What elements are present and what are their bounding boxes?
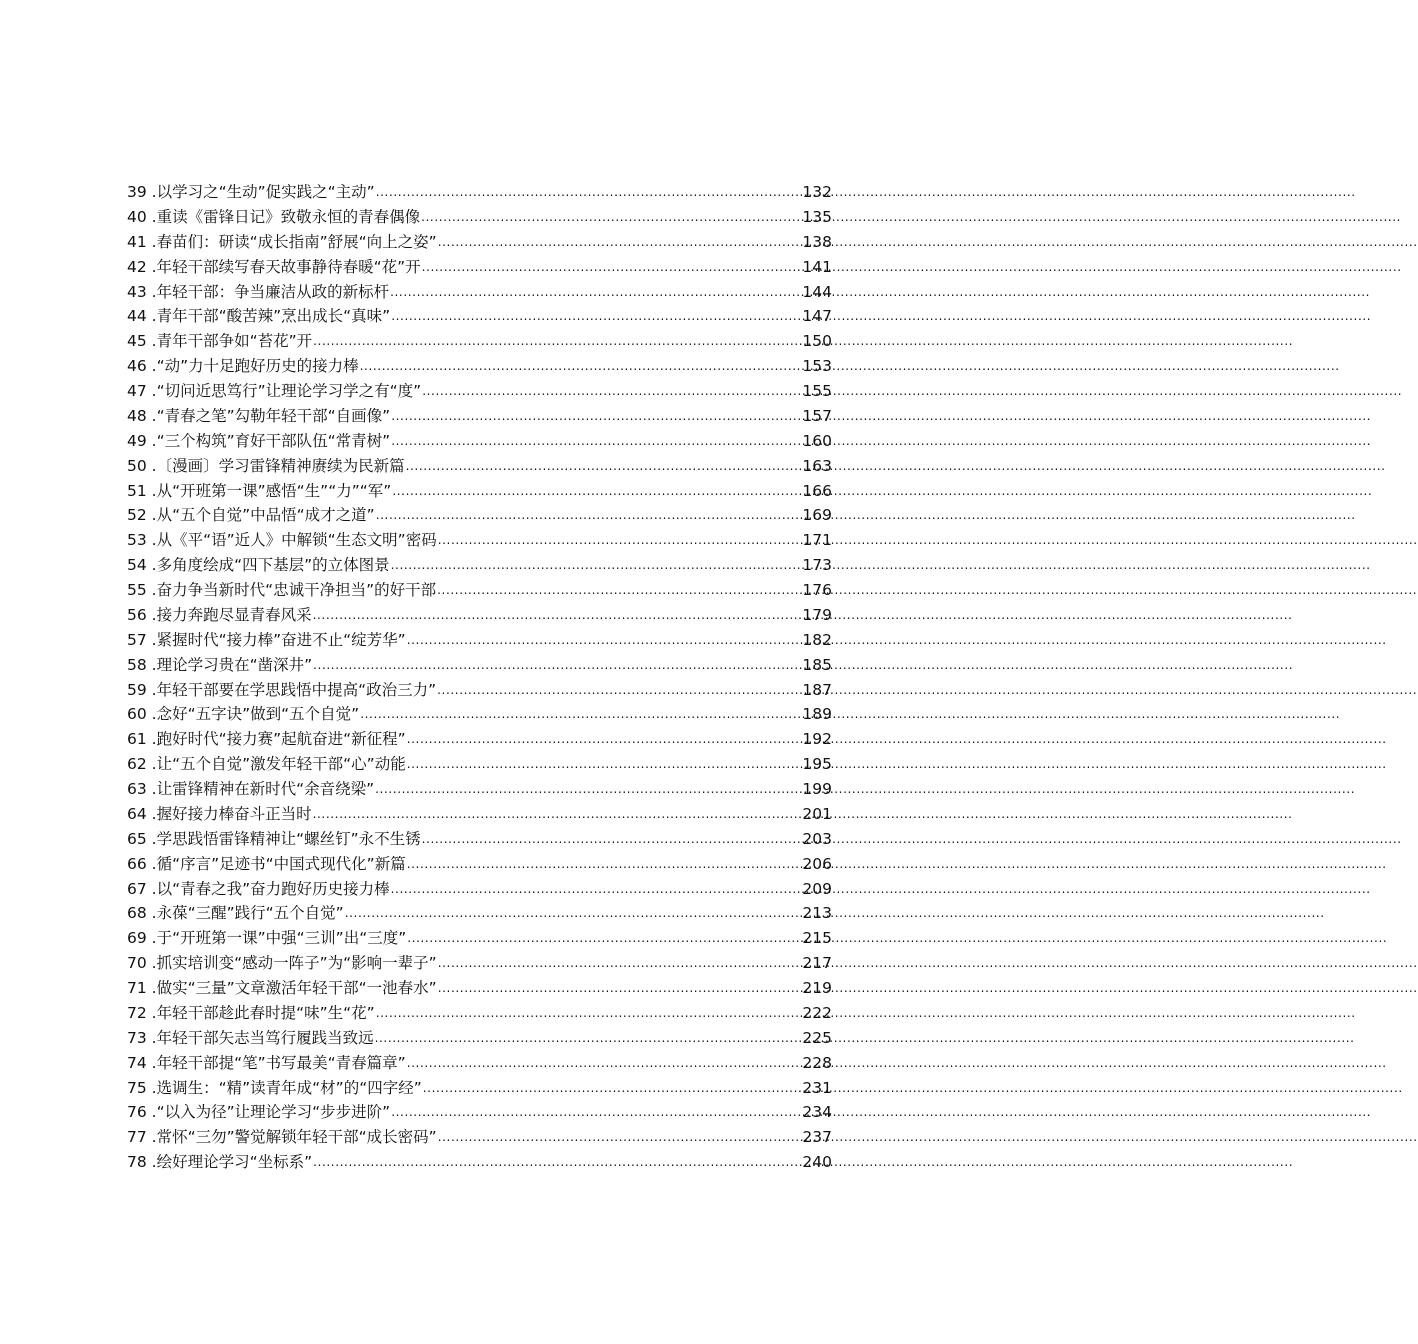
toc-entry[interactable] [127,752,832,777]
toc-dot-leader [360,701,801,727]
toc-entry-title: 永葆“三醒”践行“五个自觉” [156,904,344,923]
toc-entry-title: 让“五个自觉”激发年轻干部“心”动能 [156,755,406,774]
toc-entry[interactable] [127,205,832,230]
toc-entry-page-number: 199 [802,780,832,798]
toc-entry-title: 让雷锋精神在新时代“余音绕梁” [156,780,375,798]
toc-dot-leader [438,527,802,553]
toc-entry-number: 71 . [127,979,157,997]
toc-dot-leader [313,328,801,354]
toc-entry-page-number: 189 [802,705,832,724]
toc-entry[interactable] [127,304,832,329]
toc-dot-leader [390,279,801,305]
toc-entry[interactable] [127,354,832,379]
toc-entry-page-number: 144 [802,282,832,301]
toc-entry-page-number: 155 [802,382,832,400]
toc-dot-leader [391,303,801,329]
toc-entry-title: 念好“五字诀”做到“五个自觉” [156,705,360,724]
toc-dot-leader [438,1124,802,1150]
toc-dot-leader [391,428,801,454]
toc-dot-leader [313,602,802,628]
toc-entry-number: 66 . [127,854,157,873]
toc-entry-title: 年轻干部趁此春时提“味”生“花” [156,1003,375,1022]
toc-entry-title: 年轻干部提“笔”书写最美“青春篇章” [156,1053,406,1072]
toc-dot-leader [438,950,802,976]
toc-entry-title: 从“开班第一课”感悟“生”“力”“军” [156,481,392,500]
toc-entry-title: 跑好时代“接力赛”起航奋进“新征程” [156,730,406,749]
toc-dot-leader [375,776,801,802]
toc-entry-number: 74 . [127,1053,157,1072]
toc-dot-leader [376,502,802,528]
toc-entry-number: 60 . [127,705,157,724]
toc-entry[interactable] [127,628,832,653]
toc-entry-title: 接力奔跑尽显青春风采 [156,605,312,624]
toc-entry-number: 75 . [127,1078,157,1097]
toc-entry-page-number: 132 [802,183,832,201]
toc-entry-page-number: 206 [802,854,832,873]
toc-entry[interactable] [127,1051,832,1076]
toc-entry[interactable] [127,230,832,255]
toc-entry-title: 青年干部争如“苔花”开 [156,332,313,351]
toc-entry-page-number: 217 [802,954,832,973]
toc-entry[interactable] [127,404,832,429]
toc-entry[interactable] [127,852,832,877]
toc-dot-leader [423,1075,802,1101]
toc-dot-leader [407,851,802,877]
toc-entry-title: 年轻干部矢志当笃行履践当致远 [156,1028,374,1047]
toc-entry[interactable] [127,976,832,1001]
toc-entry-title: 选调生：“精”读青年成“材”的“四字经” [156,1078,422,1097]
toc-entry-title: 抓实培训变“感动一阵子”为“影响一辈子” [156,954,437,973]
toc-entry[interactable] [127,951,832,976]
toc-entry[interactable] [127,1125,832,1150]
toc-entry-page-number: 228 [802,1053,832,1072]
toc-entry-page-number: 195 [802,755,832,774]
toc-entry-title: 青年干部“酸苦辣”烹出成长“真味” [156,307,391,326]
toc-dot-leader [375,1025,802,1051]
toc-entry-page-number: 153 [802,357,832,376]
toc-entry-title: “青春之笔”勾勒年轻干部“自画像” [156,406,391,425]
toc-entry-number: 43 . [127,282,157,301]
toc-entry-page-number: 237 [802,1128,832,1147]
toc-entry-page-number: 135 [802,207,832,226]
toc-entry-number: 41 . [127,232,157,251]
toc-entry[interactable] [127,454,832,479]
toc-entry[interactable] [127,1076,832,1101]
toc-dot-leader [422,378,801,404]
toc-entry-page-number: 225 [802,1028,832,1047]
toc-entry-page-number: 201 [802,804,832,823]
toc-entry-title: “三个构筑”育好干部队伍“常青树” [156,431,391,450]
toc-entry-title: 循“序言”足迹书“中国式现代化”新篇 [156,854,406,873]
toc-entry-number: 47 . [127,382,157,400]
toc-entry[interactable] [127,429,832,454]
toc-entry-page-number: 166 [802,481,832,500]
toc-dot-leader [422,826,802,852]
toc-entry-number: 49 . [127,431,157,450]
toc-entry-title: “动”力十足跑好历史的接力棒 [156,357,359,376]
toc-dot-leader [376,179,802,205]
toc-entry-title: 以学习之“生动”促实践之“主动” [156,183,375,201]
toc-dot-leader [392,478,801,504]
toc-entry[interactable] [127,678,832,703]
toc-dot-leader [345,900,802,926]
toc-entry-page-number: 141 [802,257,832,276]
toc-dot-leader [407,751,802,777]
toc-dot-leader [422,254,802,280]
toc-entry-title: 以“青春之我”奋力跑好历史接力棒 [156,879,390,898]
toc-entry-number: 52 . [127,506,157,525]
toc-entry-title: 做实“三量”文章激活年轻干部“一池春水” [156,979,437,997]
toc-entry-number: 69 . [127,929,157,948]
toc-entry-title: 从“五个自觉”中品悟“成才之道” [156,506,375,525]
toc-entry-page-number: 182 [802,630,832,649]
toc-entry-number: 42 . [127,257,157,276]
toc-entry-title: 奋力争当新时代“忠诚干净担当”的好干部 [156,581,437,599]
toc-entry-page-number: 138 [802,232,832,251]
toc-entry-title: 春苗们：研读“成长指南”舒展“向上之姿” [156,232,437,251]
toc-entry[interactable] [127,479,832,504]
toc-entry-number: 53 . [127,531,157,550]
toc-entry-number: 57 . [127,630,157,649]
toc-entry-page-number: 222 [802,1003,832,1022]
toc-entry[interactable] [127,777,832,802]
toc-dot-leader [391,403,801,429]
toc-entry[interactable] [127,553,832,578]
toc-entry-page-number: 187 [802,680,832,699]
toc-dot-leader [407,925,801,951]
toc-entry-number: 73 . [127,1028,157,1047]
toc-entry-page-number: 203 [802,829,832,848]
toc-entry-page-number: 163 [802,456,832,475]
toc-entry-title: 理论学习贵在“凿深井” [156,655,313,674]
toc-entry-title: 年轻干部：争当廉洁从政的新标杆 [156,282,390,301]
toc-entry[interactable] [127,727,832,752]
toc-entry-title: 年轻干部续写春天故事静待春暖“花”开 [156,257,421,276]
toc-dot-leader [437,577,801,603]
toc-entry-page-number: 209 [802,879,832,898]
toc-entry[interactable] [127,603,832,628]
toc-dot-leader [438,975,802,1001]
toc-entry-page-number: 240 [802,1153,832,1172]
toc-entry-page-number: 185 [802,655,832,674]
toc-entry-number: 50 . [127,456,157,475]
toc-entry-number: 62 . [127,755,157,774]
toc-entry[interactable] [127,329,832,354]
toc-dot-leader [376,1000,802,1026]
toc-entry-number: 72 . [127,1003,157,1022]
toc-entry[interactable] [127,1001,832,1026]
toc-entry[interactable] [127,1026,832,1051]
toc-entry-page-number: 169 [802,506,832,525]
toc-dot-leader [391,876,802,902]
toc-entry[interactable] [127,379,832,404]
toc-entry-page-number: 173 [802,556,832,575]
toc-entry[interactable] [127,503,832,528]
toc-entry-number: 48 . [127,406,157,425]
toc-dot-leader [391,1099,801,1125]
toc-entry-number: 64 . [127,804,157,823]
toc-entry[interactable] [127,802,832,827]
toc-dot-leader [421,204,801,230]
toc-entry-number: 65 . [127,829,157,848]
toc-entry-number: 58 . [127,655,157,674]
toc-entry[interactable] [127,1100,832,1125]
toc-entry-number: 40 . [127,207,157,226]
toc-entry-page-number: 150 [802,332,832,351]
toc-entry-title: 从《平“语”近人》中解锁“生态文明”密码 [156,531,437,550]
toc-entry-title: 握好接力棒奋斗正当时 [156,804,312,823]
toc-dot-leader [438,229,802,255]
toc-entry[interactable] [127,1150,832,1175]
toc-dot-leader [313,801,802,827]
toc-entry-number: 77 . [127,1128,157,1147]
toc-entry-page-number: 192 [802,730,832,749]
toc-entry-number: 44 . [127,307,157,326]
toc-entry-number: 63 . [127,780,157,798]
toc-entry[interactable] [127,528,832,553]
toc-dot-leader [313,1149,801,1175]
toc-entry-number: 61 . [127,730,157,749]
toc-entry-number: 78 . [127,1153,157,1172]
toc-entry[interactable] [127,180,832,205]
toc-entry-number: 59 . [127,680,157,699]
toc-entry-title: 多角度绘成“四下基层”的立体图景 [156,556,390,575]
toc-entry-page-number: 157 [802,406,832,425]
toc-entry-page-number: 219 [802,979,832,997]
toc-entry[interactable] [127,877,832,902]
toc-entry-title: 绘好理论学习“坐标系” [156,1153,313,1172]
toc-entry-title: 常怀“三勿”警觉解锁年轻干部“成长密码” [156,1128,437,1147]
toc-entry-number: 45 . [127,332,157,351]
toc-entry[interactable] [127,702,832,727]
toc-entry-title: “切问近思笃行”让理论学习学之有“度” [156,382,422,400]
toc-entry-number: 39 . [127,183,157,201]
toc-entry-title: 〔漫画〕学习雷锋精神赓续为民新篇 [156,456,405,475]
toc-entry-number: 55 . [127,581,157,599]
toc-entry-number: 70 . [127,954,157,973]
toc-entry-page-number: 160 [802,431,832,450]
toc-entry-page-number: 215 [802,929,832,948]
toc-entry-page-number: 231 [802,1078,832,1097]
toc-entry-title: 年轻干部要在学思践悟中提高“政治三力” [156,680,437,699]
toc-dot-leader [360,353,802,379]
toc-entry[interactable] [127,578,832,603]
toc-entry-page-number: 147 [802,307,832,326]
toc-entry-number: 46 . [127,357,157,376]
toc-entry[interactable] [127,280,832,305]
toc-entry-title: 紧握时代“接力棒”奋进不止“绽芳华” [156,630,406,649]
toc-entry-title: 重读《雷锋日记》致敬永恒的青春偶像 [156,207,421,226]
toc-entry[interactable] [127,901,832,926]
toc-dot-leader [407,726,802,752]
toc-entry[interactable] [127,827,832,852]
toc-entry-number: 51 . [127,481,157,500]
toc-entry-page-number: 176 [802,581,832,599]
toc-dot-leader [407,627,802,653]
toc-entry-title: 于“开班第一课”中强“三训”出“三度” [156,929,407,948]
toc-dot-leader [407,1050,802,1076]
toc-entry-number: 76 . [127,1103,157,1122]
toc-entry[interactable] [127,926,832,951]
toc-entry[interactable] [127,255,832,280]
toc-dot-leader [437,677,801,703]
toc-dot-leader [313,652,801,678]
table-of-contents [127,180,832,1175]
toc-entry-number: 67 . [127,879,157,898]
toc-entry-title: “以入为径”让理论学习“步步进阶” [156,1103,391,1122]
toc-entry-page-number: 234 [802,1103,832,1122]
toc-dot-leader [406,453,802,479]
toc-entry-number: 68 . [127,904,157,923]
toc-entry[interactable] [127,653,832,678]
toc-entry-title: 学思践悟雷锋精神让“螺丝钉”永不生锈 [156,829,421,848]
toc-entry-page-number: 179 [802,605,832,624]
toc-dot-leader [391,552,802,578]
toc-entry-page-number: 213 [802,904,832,923]
toc-entry-number: 56 . [127,605,157,624]
toc-entry-page-number: 171 [802,531,832,550]
toc-entry-number: 54 . [127,556,157,575]
